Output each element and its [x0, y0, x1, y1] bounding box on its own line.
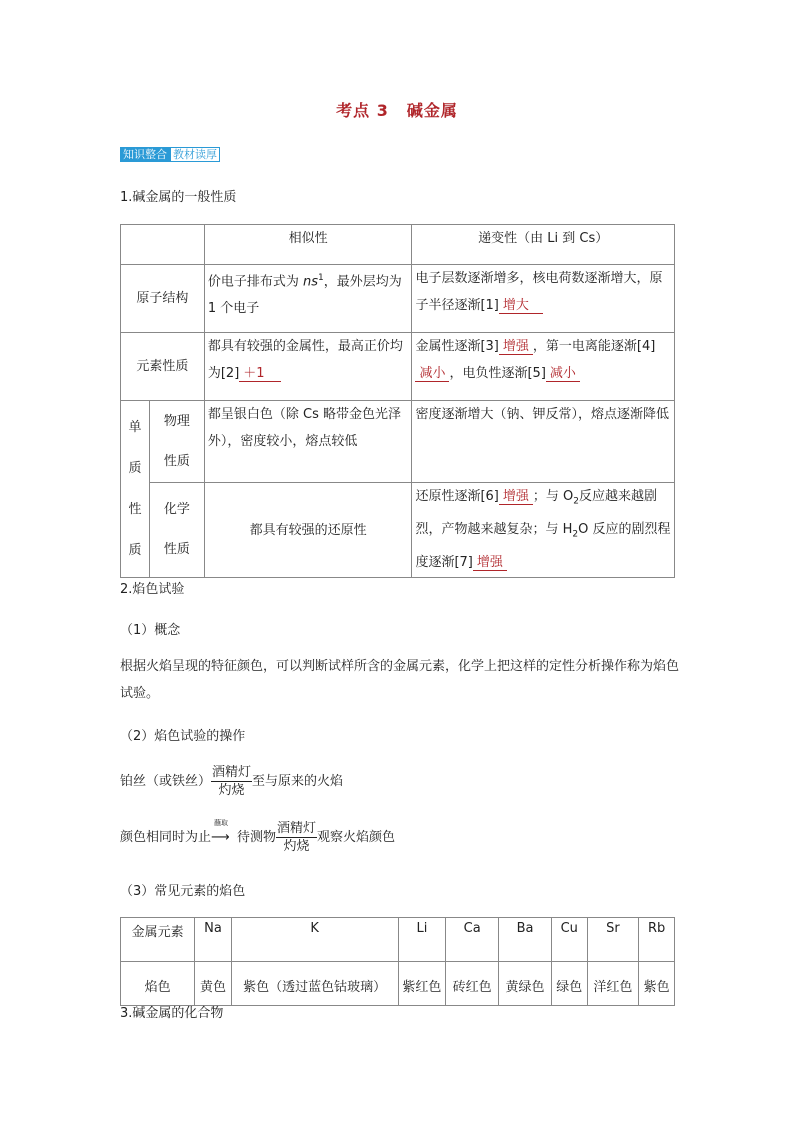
table-cell: 洋红色 [587, 962, 639, 1006]
text: 金属性逐渐[3] [415, 339, 499, 354]
condition-bottom: 灼烧 [218, 783, 245, 798]
text: ，最外层均为 1 个电子 [207, 274, 402, 317]
row-label-element: 元素性质 [121, 333, 205, 401]
condition-top: 酒精灯 [277, 821, 317, 836]
header-variation: 递变性（由 Li 到 Cs） [412, 225, 675, 265]
table-cell: Ca [446, 918, 499, 962]
reaction-condition [276, 820, 317, 855]
table-cell: Rb [639, 918, 675, 962]
answer-1: 增大 [499, 299, 543, 314]
text: 颜色相同时为止 [120, 830, 212, 845]
header-empty-cell [121, 225, 205, 265]
text: ，电负性逐渐[5] [449, 366, 546, 381]
text: 反应越来越剧烈，产物越来越复杂；与 H [415, 489, 658, 538]
superscript: 1 [318, 273, 324, 283]
table-row [121, 225, 675, 265]
cell-similarity: 都具有较强的还原性 [204, 483, 412, 578]
section-badge [120, 147, 220, 162]
row-label-physical [149, 401, 204, 483]
row-label-chemical [149, 483, 204, 578]
table-cell: 紫红色 [398, 962, 446, 1006]
table-row [121, 401, 675, 483]
answer-2: ＋1 [239, 367, 281, 382]
text: 至与原来的火焰 [252, 774, 344, 789]
concept-paragraph: 根据火焰呈现的特征颜色，可以判断试样所含的金属元素，化学上把这样的定性分析操作称为焰色试验。 [120, 659, 680, 701]
subsection-concept: （1）概念 [120, 623, 181, 638]
text: 价电子排布式为 [207, 274, 303, 290]
answer-5: 减小 [546, 367, 580, 382]
text: 质 [128, 461, 142, 476]
text: 性质 [163, 542, 190, 558]
cell-variation [412, 333, 675, 401]
arrow-label: 蘸取 [214, 819, 229, 827]
reaction-condition [211, 764, 252, 799]
cell-variation [412, 483, 675, 578]
table-cell: K [231, 918, 398, 962]
table-cell: 焰色 [121, 962, 195, 1006]
condition-top: 酒精灯 [212, 765, 252, 780]
table-row [121, 265, 675, 333]
cell-variation [412, 265, 675, 333]
subsection-flame-colors: （3）常见元素的焰色 [120, 884, 246, 899]
table-cell: Na [195, 918, 232, 962]
table-row [121, 962, 675, 1006]
cell-variation: 密度逐渐增大（钠、钾反常），熔点逐渐降低 [412, 401, 675, 483]
table-cell: 紫色（透过蓝色钴玻璃） [231, 962, 398, 1006]
table-cell: 黄绿色 [499, 962, 552, 1006]
badge-right: 教材读厚 [170, 147, 220, 162]
cell-similarity [204, 333, 412, 401]
text: 铂丝（或铁丝） [120, 774, 212, 789]
text-italic: ns [303, 274, 319, 290]
row-label-elemental [121, 401, 150, 578]
answer-7: 增强 [473, 556, 507, 571]
text: 化学 [163, 502, 190, 518]
cell-similarity [204, 265, 412, 333]
table-row [121, 333, 675, 401]
text: 质 [128, 543, 142, 558]
table-cell: 金属元素 [121, 918, 195, 962]
text: 单 [128, 420, 142, 435]
table-cell: 黄色 [195, 962, 232, 1006]
section-3-heading: 3.碱金属的化合物 [120, 1006, 224, 1021]
subsection-operation: （2）焰色试验的操作 [120, 729, 246, 744]
table-cell: 紫色 [639, 962, 675, 1006]
section-2-heading: 2.焰色试验 [120, 582, 185, 597]
properties-table [120, 224, 675, 578]
operation-line-1 [120, 764, 343, 799]
text: ；与 O [532, 489, 574, 505]
table-cell: Sr [587, 918, 639, 962]
text: 性质 [163, 453, 190, 469]
answer-6: 增强 [499, 490, 533, 505]
text: 电子层数逐渐增多，核电荷数逐渐增大，原子半径逐渐[1] [415, 271, 663, 313]
operation-line-2 [120, 820, 395, 855]
subscript: 2 [572, 529, 579, 540]
table-row [121, 483, 675, 578]
header-similarity: 相似性 [204, 225, 412, 265]
cell-similarity: 都呈银白色（除 Cs 略带金色光泽外），密度较小，熔点较低 [204, 401, 412, 483]
text: 待测物 [237, 830, 277, 845]
table-cell: 砖红色 [446, 962, 499, 1006]
table-cell: Li [398, 918, 446, 962]
arrow-icon: 蘸取 ⟶ [211, 819, 230, 845]
text: ，第一电离能逐渐[4] [532, 339, 656, 354]
table-cell: Cu [551, 918, 587, 962]
table-cell: Ba [499, 918, 552, 962]
text: 观察火焰颜色 [317, 830, 396, 845]
flame-color-table [120, 917, 675, 1006]
text: O 反应的剧烈程度逐渐[7] [415, 522, 671, 570]
answer-4: 减小 [415, 367, 449, 382]
text: 还原性逐渐[6] [415, 489, 499, 505]
table-row [121, 918, 675, 962]
text: 物理 [163, 413, 190, 429]
subscript: 2 [573, 497, 580, 508]
page-title [0, 98, 794, 121]
text: 性 [128, 502, 142, 517]
row-label-atomic: 原子结构 [121, 265, 205, 333]
answer-3: 增强 [499, 340, 533, 355]
condition-bottom: 灼烧 [283, 839, 310, 854]
text: 都具有较强的金属性，最高正价均为[2] [207, 339, 403, 381]
badge-left: 知识整合 [120, 147, 170, 162]
section-1-heading: 1.碱金属的一般性质 [120, 190, 237, 205]
title-name: 碱金属 [406, 101, 458, 120]
title-number: 考点 3 [336, 101, 389, 120]
table-cell: 绿色 [551, 962, 587, 1006]
